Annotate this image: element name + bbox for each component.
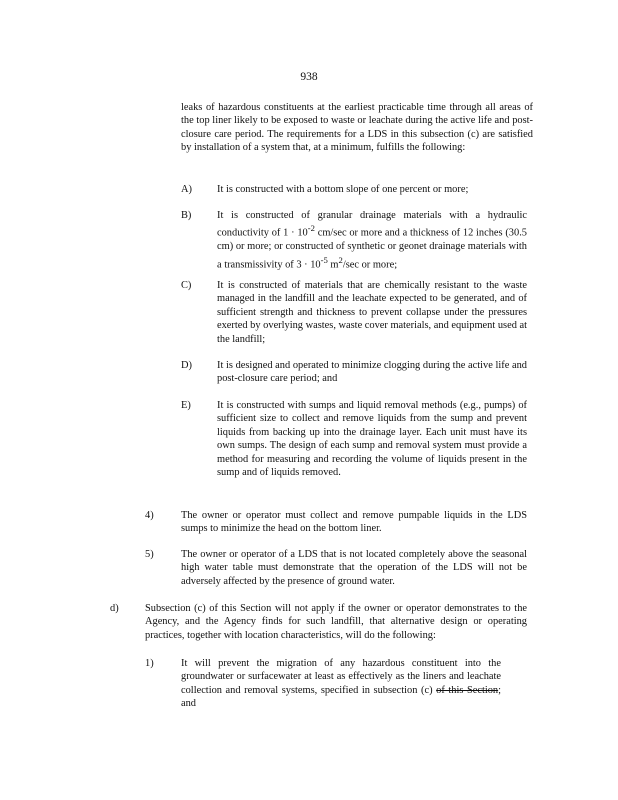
item-4-text: The owner or operator must collect and remove pumpable liquids in the LDS sumps to minimize the head on the bottom liner. <box>181 510 527 535</box>
item-e-label: E) <box>181 400 191 411</box>
page-number: 938 <box>300 71 318 83</box>
item-b-text-part-1: It is constructed of granular drainage materials with a hydraulic conductivity of 1 · 10 <box>217 210 527 239</box>
item-d1-tail-text: ; and <box>181 684 502 710</box>
item-b-text <box>217 209 527 272</box>
struck-text: of this Section <box>436 684 499 696</box>
item-b-exponent-1: -2 <box>307 223 315 234</box>
item-a-label: A) <box>181 184 192 195</box>
item-b-exponent-3: 2 <box>338 254 343 265</box>
item-d-label: d) <box>110 603 119 614</box>
item-5-label: 5) <box>145 549 154 560</box>
item-b-label: B) <box>181 210 192 221</box>
item-d-text: Subsection (c) of this Section will not apply if the owner or operator demonstrates to the Agency, and the Agency finds for such landfill, that alternative design or operating practices, together with location characteristics, will do the following: <box>145 603 527 641</box>
item-5-text: The owner or operator of a LDS that is not located completely above the seasonal high water table must demonstrate that the operation of the LDS will not be adversely affected by the presence of ground water. <box>181 549 527 587</box>
item-d1-main-text: It will prevent the migration of any hazardous constituent into the groundwater or surfacewater at least as effectively as the liners and leachate collection and removal systems, specified in subsection (c) <box>181 658 501 696</box>
item-b-text-part-3: m <box>327 259 339 271</box>
item-b-text-part-4: /sec or more; <box>342 259 398 271</box>
intro-paragraph: leaks of hazardous constituents at the earliest practicable time through all areas of the top liner likely to be exposed to waste or leachate during the active life and post-closure care period. The requirements for a LDS in this subsection (c) are satisfied by installation of a system that, at a minimum, fulfills the following: <box>181 102 533 154</box>
item-c-text: It is constructed of materials that are chemically resistant to the waste managed in the landfill and the leachate expected to be generated, and of sufficient strength and thickness to prevent collapse under the pressures exerted by overlying wastes, waste cover materials, and equipment used at the landfill; <box>217 280 527 345</box>
item-d-upper-label: D) <box>181 360 192 371</box>
item-d1-text <box>181 657 501 711</box>
item-a-text: It is constructed with a bottom slope of one percent or more; <box>217 184 469 195</box>
item-4-label: 4) <box>145 510 154 521</box>
item-c-label: C) <box>181 280 192 291</box>
item-d1-label: 1) <box>145 658 154 669</box>
item-d-upper-text: It is designed and operated to minimize clogging during the active life and post-closure care period; and <box>217 360 527 385</box>
item-b-text-part-2: cm/sec or more and a thickness of 12 inches (30.5 cm) or more; or constructed of synthetic or geonet drainage materials with a transmissivity of 3 · 10 <box>217 227 527 271</box>
item-e-text: It is constructed with sumps and liquid removal methods (e.g., pumps) of sufficient size to collect and remove liquids from the sump and prevent liquids from backing up into the drainage layer. Each unit must have its own sumps. The design of each sump and removal system must provide a method for measuring and recording the volume of liquids present in the sump and of liquids removed. <box>217 400 527 479</box>
item-b-exponent-2: -5 <box>320 254 328 265</box>
